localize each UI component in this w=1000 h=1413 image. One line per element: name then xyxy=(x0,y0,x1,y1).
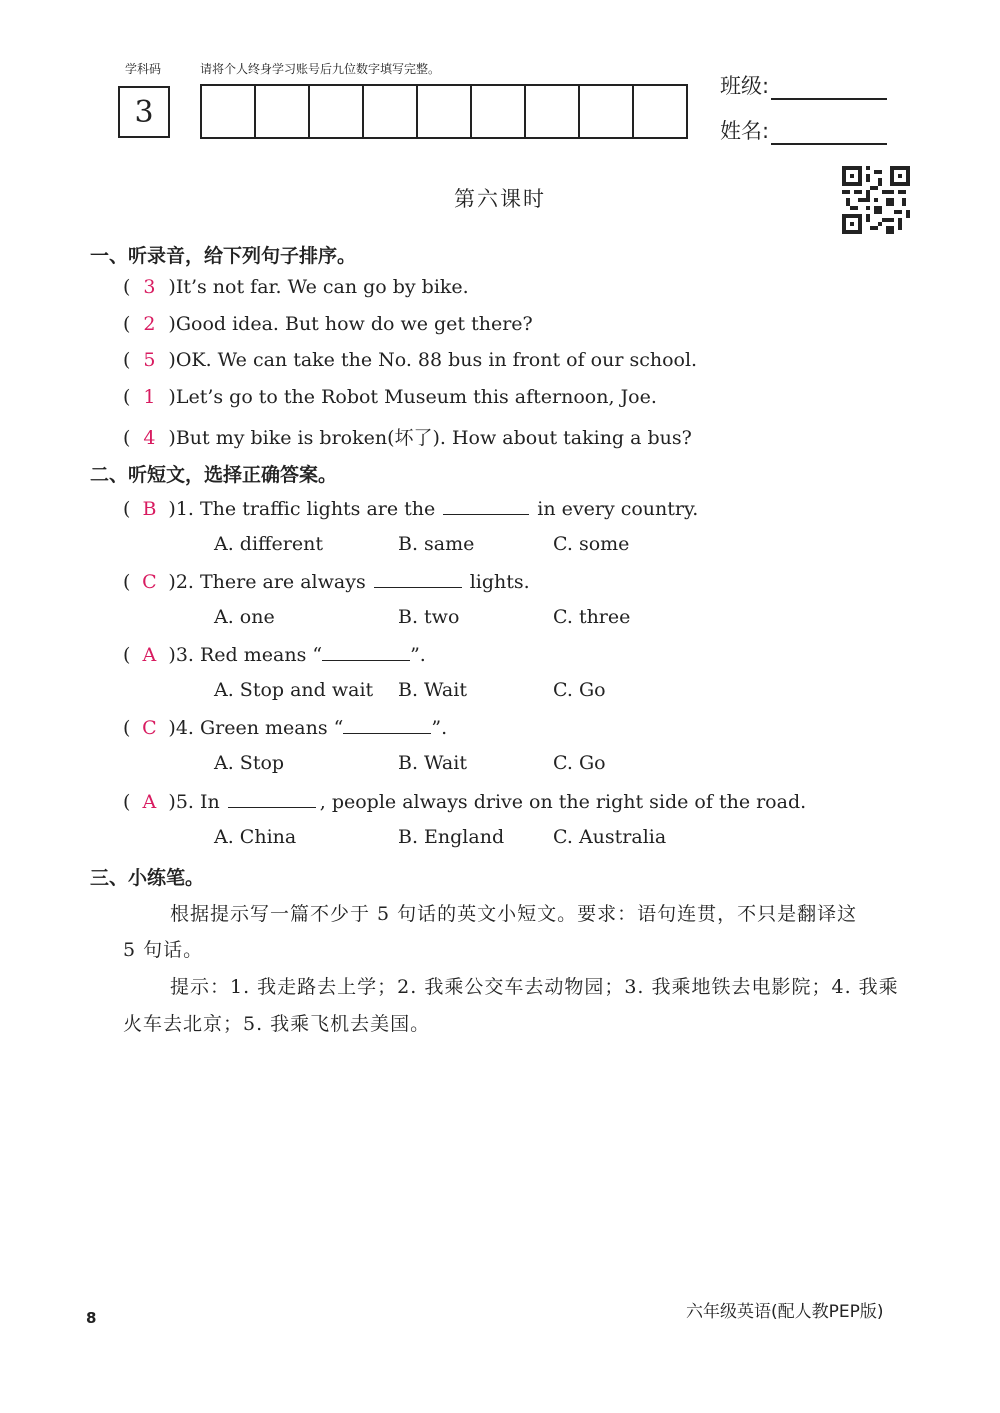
name-input-line[interactable] xyxy=(771,123,887,145)
digit-box[interactable] xyxy=(634,86,686,137)
writing-hint-cont: 火车去北京；5. 我乘飞机去美国。 xyxy=(123,1013,431,1035)
option-a: A. different xyxy=(214,533,323,555)
digit-box[interactable] xyxy=(256,86,310,137)
ordering-item: ( 3 )It’s not far. We can go by bike. xyxy=(123,276,469,298)
class-input-line[interactable] xyxy=(771,78,887,100)
class-label: 班级: xyxy=(720,74,770,98)
option-b: B. England xyxy=(398,826,505,848)
section3-title: 三、小练笔。 xyxy=(90,867,205,889)
ordering-item: ( 5 )OK. We can take the No. 88 bus in front of our school. xyxy=(123,349,698,371)
writing-hint: 提示：1. 我走路去上学；2. 我乘公交车去动物园；3. 我乘地铁去电影院；4. 我乘 xyxy=(170,976,899,998)
option-b: B. Wait xyxy=(398,679,467,701)
ordering-sentence: )Let’s go to the Robot Museum this afternoon, Joe. xyxy=(168,386,657,408)
option-a: A. Stop and wait xyxy=(214,679,374,701)
question-1: ( B )1. The traffic lights are the in every country. xyxy=(123,498,699,520)
option-a: A. China xyxy=(214,826,297,848)
answer-mark: A xyxy=(142,644,157,666)
subject-code-label: 学科码 xyxy=(125,62,162,76)
digit-box[interactable] xyxy=(526,86,580,137)
answer-blank[interactable] xyxy=(443,496,529,515)
answer-blank[interactable] xyxy=(228,789,316,808)
answer-mark: C xyxy=(142,717,157,739)
question-stem-end: in every country. xyxy=(537,498,699,520)
answer-mark: A xyxy=(142,791,157,813)
ordering-sentence: )Good idea. But how do we get there? xyxy=(168,313,533,335)
account-instruction: 请将个人终身学习账号后九位数字填写完整。 xyxy=(200,62,441,76)
ordering-item: ( 4 )But my bike is broken(坏了). How about taking a bus? xyxy=(123,423,692,450)
ordering-sentence: )But my bike is broken(坏了). How about taking a bus? xyxy=(168,427,692,449)
question-stem-end: , people always drive on the right side of the road. xyxy=(319,791,807,813)
answer-mark: 4 xyxy=(143,427,156,449)
question-stem-end: lights. xyxy=(469,571,530,593)
ordering-sentence: )OK. We can take the No. 88 bus in front of our school. xyxy=(168,349,698,371)
digit-box[interactable] xyxy=(418,86,472,137)
answer-mark: 2 xyxy=(143,313,156,335)
question-stem: )5. In xyxy=(168,791,220,813)
option-c: C. some xyxy=(553,533,630,555)
digit-box[interactable] xyxy=(202,86,256,137)
option-c: C. Go xyxy=(553,679,606,701)
account-digit-boxes[interactable] xyxy=(200,84,688,139)
option-b: B. Wait xyxy=(398,752,467,774)
question-stem: )1. The traffic lights are the xyxy=(168,498,436,520)
page-number: 8 xyxy=(86,1309,97,1327)
digit-box[interactable] xyxy=(472,86,526,137)
lesson-title: 第六课时 xyxy=(454,187,546,211)
digit-box[interactable] xyxy=(364,86,418,137)
question-3: ( A )3. Red means “ ”. xyxy=(123,644,426,666)
ordering-sentence: )It’s not far. We can go by bike. xyxy=(168,276,469,298)
digit-box[interactable] xyxy=(580,86,634,137)
answer-blank[interactable] xyxy=(322,642,410,661)
name-field[interactable] xyxy=(720,115,887,145)
class-field[interactable] xyxy=(720,70,887,100)
option-c: C. three xyxy=(553,606,631,628)
answer-mark: 5 xyxy=(143,349,156,371)
question-stem: )2. There are always xyxy=(168,571,366,593)
option-a: A. Stop xyxy=(214,752,285,774)
digit-box[interactable] xyxy=(310,86,364,137)
answer-mark: B xyxy=(142,498,157,520)
option-b: B. same xyxy=(398,533,475,555)
answer-mark: C xyxy=(142,571,157,593)
answer-blank[interactable] xyxy=(343,715,431,734)
ordering-item: ( 1 )Let’s go to the Robot Museum this afternoon, Joe. xyxy=(123,386,657,408)
section2-title: 二、听短文，选择正确答案。 xyxy=(90,464,338,486)
question-stem: )4. Green means “ xyxy=(168,717,344,739)
option-c: C. Australia xyxy=(553,826,667,848)
writing-instruction-cont: 5 句话。 xyxy=(123,939,204,961)
book-title: 六年级英语(配人教PEP版) xyxy=(686,1302,884,1322)
question-stem: )3. Red means “ xyxy=(168,644,323,666)
question-5: ( A )5. In , people always drive on the right side of the road. xyxy=(123,791,807,813)
answer-mark: 3 xyxy=(143,276,156,298)
option-a: A. one xyxy=(214,606,275,628)
name-label: 姓名: xyxy=(720,119,770,143)
section1-title: 一、听录音，给下列句子排序。 xyxy=(90,245,357,267)
option-c: C. Go xyxy=(553,752,606,774)
question-4: ( C )4. Green means “ ”. xyxy=(123,717,448,739)
option-b: B. two xyxy=(398,606,460,628)
subject-code-box: 3 xyxy=(118,86,170,138)
qr-code-icon[interactable] xyxy=(842,166,910,234)
ordering-item: ( 2 )Good idea. But how do we get there? xyxy=(123,313,533,335)
answer-mark: 1 xyxy=(143,386,156,408)
question-stem-end: ”. xyxy=(431,717,448,739)
writing-instruction: 根据提示写一篇不少于 5 句话的英文小短文。要求：语句连贯，不只是翻译这 xyxy=(170,903,858,925)
question-2: ( C )2. There are always lights. xyxy=(123,571,530,593)
answer-blank[interactable] xyxy=(374,569,462,588)
question-stem-end: ”. xyxy=(410,644,426,666)
